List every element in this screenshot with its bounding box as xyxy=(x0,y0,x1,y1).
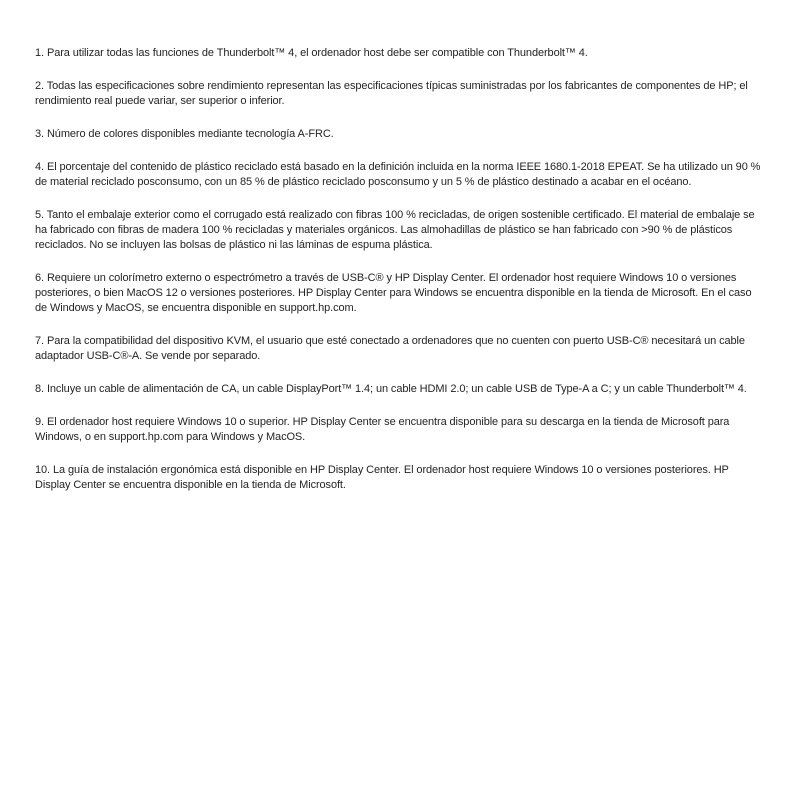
footnote-number: 1. xyxy=(35,47,44,59)
footnote-number: 9. xyxy=(35,416,44,428)
footnote-text: Número de colores disponibles mediante tecnología A-FRC. xyxy=(46,128,334,140)
footnote-text: La guía de instalación ergonómica está disponible en HP Display Center. El ordenador host requiere Windows 10 o versiones posteriores. HP Display Center se encuentra disponible en la tienda de Microsoft. xyxy=(35,464,729,491)
footnote-number: 4. xyxy=(35,161,44,173)
footnote xyxy=(35,79,766,109)
footnote-number: 8. xyxy=(35,383,44,395)
footnote-text: Incluye un cable de alimentación de CA, un cable DisplayPort™ 1.4; un cable HDMI 2.0; un cable USB de Type-A a C; y un cable Thunderbolt™ 4. xyxy=(46,383,747,395)
footnote-text: Tanto el embalaje exterior como el corrugado está realizado con fibras 100 % recicladas, de origen sostenible certificado. El material de embalaje se ha fabricado con fibras de madera 100 % recicladas y materiales orgánicos. Las almohadillas de plástico se han fabricado con >90 % de plásticos reciclados. No se incluyen las bolsas de plástico ni las láminas de espuma plástica. xyxy=(35,209,755,251)
footnote xyxy=(35,334,766,364)
footnote-text: El porcentaje del contenido de plástico reciclado está basado en la definición incluida en la norma IEEE 1680.1-2018 EPEAT. Se ha utilizado un 90 % de material reciclado posconsumo, con un 85 % de plástico reciclado posconsumo y un 5 % de plástico destinado a acabar en el océano. xyxy=(35,161,761,188)
footnote xyxy=(35,46,766,61)
footnote xyxy=(35,208,766,253)
footnote xyxy=(35,382,766,397)
footnote-number: 2. xyxy=(35,80,44,92)
footnote-number: 10. xyxy=(35,464,50,476)
footnote xyxy=(35,271,766,316)
footnote-text: Todas las especificaciones sobre rendimiento representan las especificaciones típicas suministradas por los fabricantes de componentes de HP; el rendimiento real puede variar, ser superior o inferior. xyxy=(35,80,748,107)
footnote-text: Requiere un colorímetro externo o espectrómetro a través de USB-C® y HP Display Center. El ordenador host requiere Windows 10 o versiones posteriores, o bien MacOS 12 o versiones posteriores. HP Display Center para Windows se encuentra disponible en la tienda de Microsoft. En el caso de Windows y MacOS, se encuentra disponible en support.hp.com. xyxy=(35,272,752,314)
footnote-text: Para la compatibilidad del dispositivo KVM, el usuario que esté conectado a ordenadores que no cuenten con puerto USB-C® necesitará un cable adaptador USB-C®-A. Se vende por separado. xyxy=(35,335,745,362)
footnote-text: Para utilizar todas las funciones de Thunderbolt™ 4, el ordenador host debe ser compatible con Thunderbolt™ 4. xyxy=(46,47,588,59)
footnote xyxy=(35,415,766,445)
footnote-number: 7. xyxy=(35,335,44,347)
footnote-text: El ordenador host requiere Windows 10 o superior. HP Display Center se encuentra disponible para su descarga en la tienda de Microsoft para Windows, o en support.hp.com para Windows y MacOS. xyxy=(35,416,730,443)
footnote-number: 3. xyxy=(35,128,44,140)
footnote xyxy=(35,463,766,493)
footnote xyxy=(35,160,766,190)
footnote-number: 6. xyxy=(35,272,44,284)
footnote-number: 5. xyxy=(35,209,44,221)
footnote xyxy=(35,127,766,142)
